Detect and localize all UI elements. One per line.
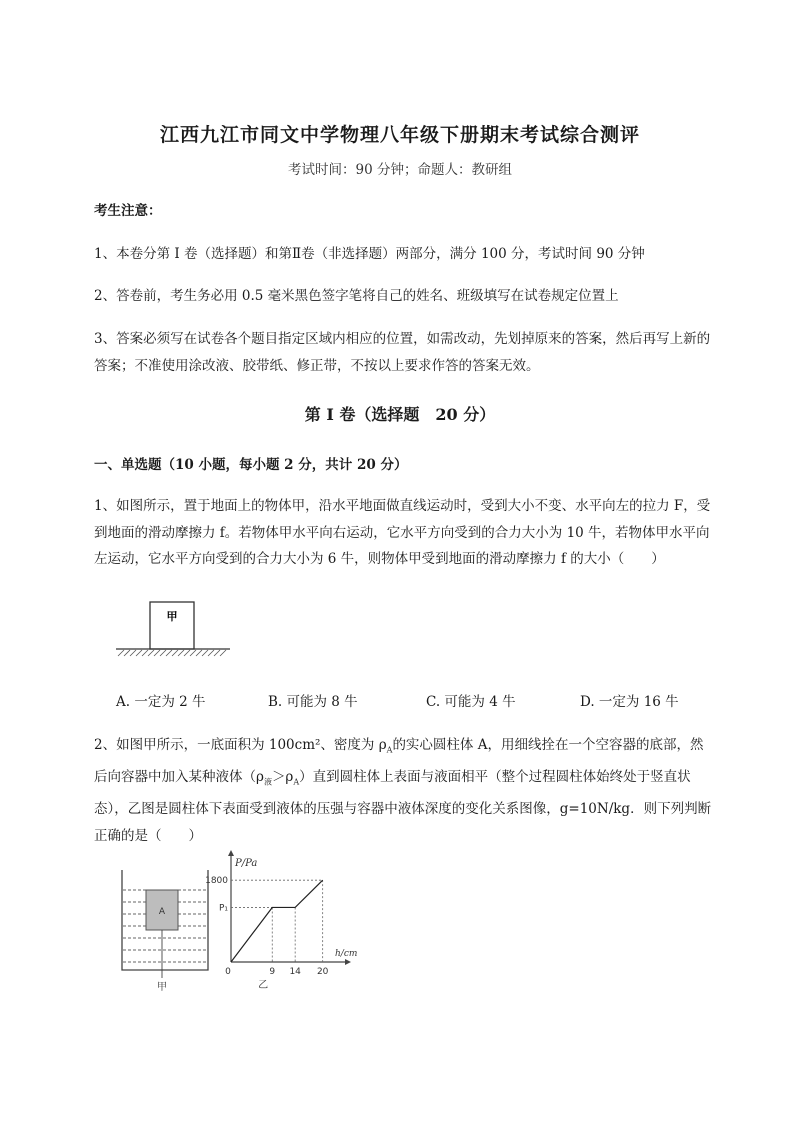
block-on-ground-figure: [112, 598, 236, 660]
notice-item: 2、答卷前，考生务必用 0.5 毫米黑色签字笔将自己的姓名、班级填写在试卷规定位置上: [94, 288, 619, 304]
exam-info: 考试时间：90 分钟；命题人：教研组: [288, 162, 512, 178]
question-2-text: [94, 732, 714, 849]
y-axis-arrow: [228, 850, 234, 856]
y-tick-label: 1800: [205, 876, 228, 887]
section-title: 第 I 卷（选择题 20 分）: [304, 405, 496, 424]
x-tick-label: 20: [316, 967, 329, 977]
q2-text-part: 2、如图甲所示，一底面积为 100cm²、密度为 ρ: [94, 737, 387, 753]
q2-subscript: 液: [263, 777, 272, 787]
block-label: 甲: [166, 610, 178, 623]
q2-text-part: ）直到圆柱体上表面与液面相平（整个过程圆柱体始终处于竖直状态），乙图是圆柱体下表面受到液体的压强与容器中液体深度的变化关系图像，g=10N/kg．则下列判断正确的是（ ）: [94, 769, 712, 844]
q2-text-part: 的实心圆柱体 A，用细线拴在一个空容器的底部，然后向容器中加入某种液体（ρ: [94, 737, 704, 786]
option-a[interactable]: A. 一定为 2 牛: [116, 694, 206, 710]
y-tick-label: P₁: [218, 903, 228, 914]
x-axis-label: h/cm: [335, 949, 358, 959]
x-axis-arrow: [345, 959, 351, 965]
figure-b-label: 乙: [258, 980, 269, 991]
notice-item: 3、答案必须写在试卷各个题目指定区域内相应的位置，如需改动，先划掉原来的答案，然后再写上新的答案；不准使用涂改液、胶带纸、修正带，不按以上要求作答的答案无效。: [94, 331, 711, 374]
notice-item: 1、本卷分第 I 卷（选择题）和第Ⅱ卷（非选择题）两部分，满分 100 分，考试时间 90 分钟: [94, 246, 645, 262]
figure-a-label: 甲: [157, 982, 167, 993]
q2-subscript: A: [293, 777, 300, 787]
x-tick-label: 9: [269, 967, 276, 977]
pressure-line: [231, 880, 323, 962]
y-axis-label: P/Pa: [235, 858, 258, 869]
option-b[interactable]: B. 可能为 8 牛: [268, 694, 358, 710]
x-tick-label: 14: [289, 967, 301, 977]
q2-subscript: A: [386, 745, 393, 755]
x-tick-label: 0: [225, 967, 231, 977]
option-d[interactable]: D. 一定为 16 牛: [580, 694, 679, 710]
option-c[interactable]: C. 可能为 4 牛: [426, 694, 516, 710]
notice-heading: 考生注意：: [94, 203, 162, 219]
q2-text-part: ＞ρ: [271, 769, 294, 786]
question-1-text: 1、如图所示，置于地面上的物体甲，沿水平地面做直线运动时，受到大小不变、水平向左的拉力 F，受到地面的滑动摩擦力 f。若物体甲水平向右运动，它水平方向受到的合力大小为 10 牛，若物体甲水平向左运动，它水平方向受到的合力大小为 6 牛，则物体甲受到地面的滑动摩擦力 f 的大小（ ）: [94, 498, 711, 567]
pressure-depth-chart: [205, 852, 358, 992]
page-title: 江西九江市同文中学物理八年级下册期末考试综合测评: [159, 124, 640, 146]
container-figure: [118, 862, 218, 992]
cylinder-label: A: [158, 907, 166, 917]
ground-hatching: [118, 650, 226, 656]
part-heading: 一、单选题（10 小题，每小题 2 分，共计 20 分）: [94, 457, 408, 473]
